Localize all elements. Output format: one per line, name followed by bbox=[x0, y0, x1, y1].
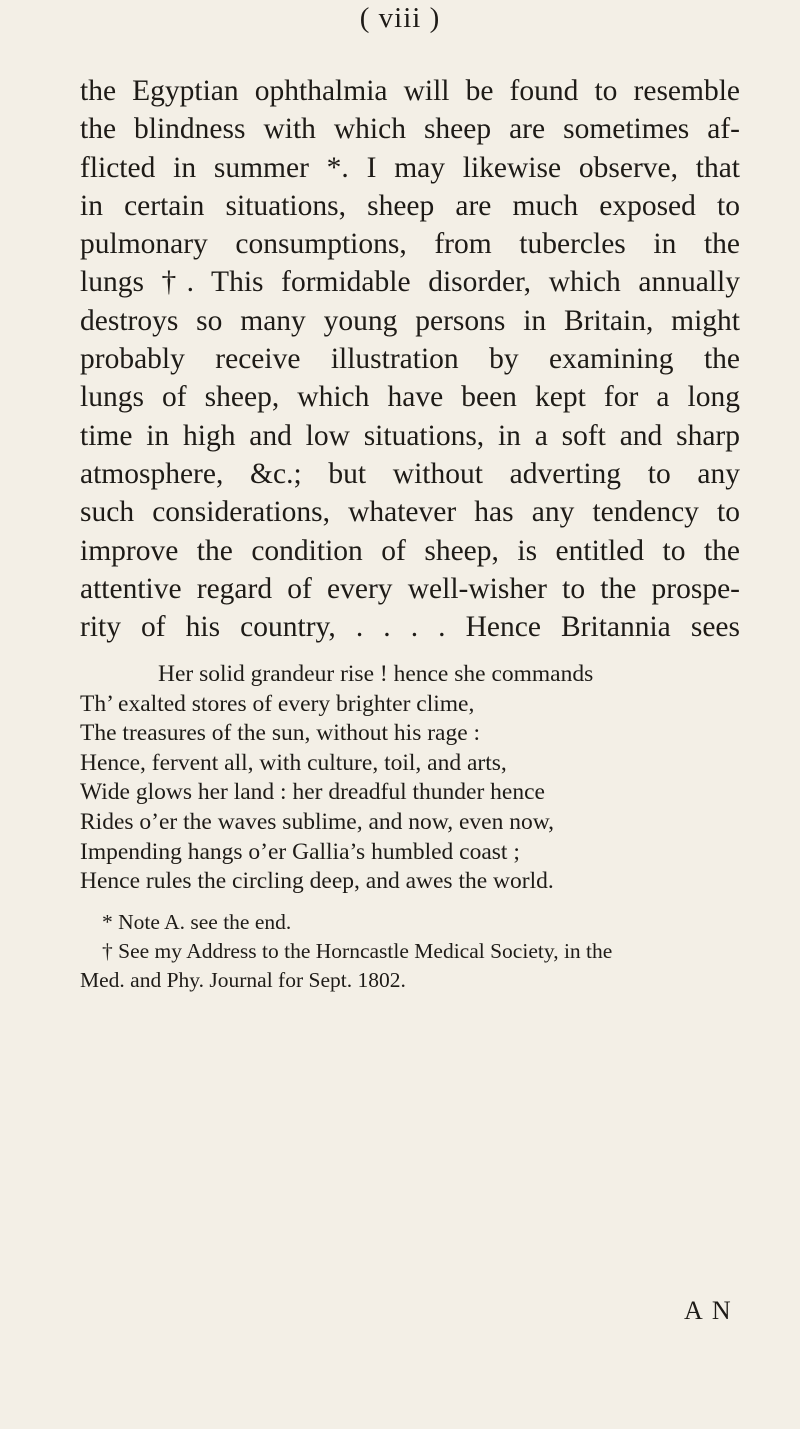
verse-quotation bbox=[80, 660, 740, 897]
footnote-note-a: * Note A. see the end. bbox=[102, 910, 292, 934]
verse-line: Rides o’er the waves sublime, and now, even now, bbox=[80, 808, 555, 835]
verse-line: Th’ exalted stores of every brighter clime, bbox=[80, 690, 475, 717]
text-line: flicted in summer *. I may likewise observe, that bbox=[80, 151, 740, 184]
footnote-journal: Med. and Phy. Journal for Sept. 1802. bbox=[80, 968, 406, 992]
text-line: atmosphere, &c.; but without adverting to any bbox=[80, 457, 740, 490]
text-line: improve the condition of sheep, is entitled to the bbox=[80, 534, 740, 567]
text-line: rity of his country, . . . . Hence Britannia sees bbox=[80, 611, 740, 644]
verse-line: The treasures of the sun, without his rage : bbox=[80, 720, 481, 747]
text-line: lungs †. This formidable disorder, which annually bbox=[80, 266, 740, 299]
verse-line: Her solid grandeur rise ! hence she commands bbox=[158, 661, 594, 687]
verse-line: Wide glows her land : her dreadful thunder hence bbox=[80, 779, 545, 806]
text-line: in certain situations, sheep are much exposed to bbox=[80, 189, 740, 222]
text-line: probably receive illustration by examining the bbox=[80, 343, 740, 376]
verse-line: Impending hangs o’er Gallia’s humbled coast ; bbox=[80, 838, 520, 865]
text-line: the Egyptian ophthalmia will be found to resemble bbox=[80, 75, 740, 107]
text-line: attentive regard of every well-wisher to the prospe- bbox=[80, 572, 740, 605]
catchword: A N bbox=[684, 1296, 733, 1325]
footnotes bbox=[80, 908, 760, 995]
text-line: the blindness with which sheep are sometimes af- bbox=[80, 113, 740, 146]
body-paragraph bbox=[80, 72, 740, 646]
verse-line: Hence, fervent all, with culture, toil, and arts, bbox=[80, 749, 507, 776]
text-line: pulmonary consumptions, from tubercles in the bbox=[80, 228, 740, 261]
text-line: destroys so many young persons in Britain, might bbox=[80, 304, 740, 337]
verse-line: Hence rules the circling deep, and awes the world. bbox=[80, 868, 554, 895]
text-line: lungs of sheep, which have been kept for a long bbox=[80, 381, 740, 414]
page-number: ( viii ) bbox=[359, 2, 441, 34]
text-line: such considerations, whatever has any tendency to bbox=[80, 496, 740, 529]
footnote-address: † See my Address to the Horncastle Medical Society, in the bbox=[102, 939, 613, 963]
text-line: time in high and low situations, in a soft and sharp bbox=[80, 419, 740, 452]
